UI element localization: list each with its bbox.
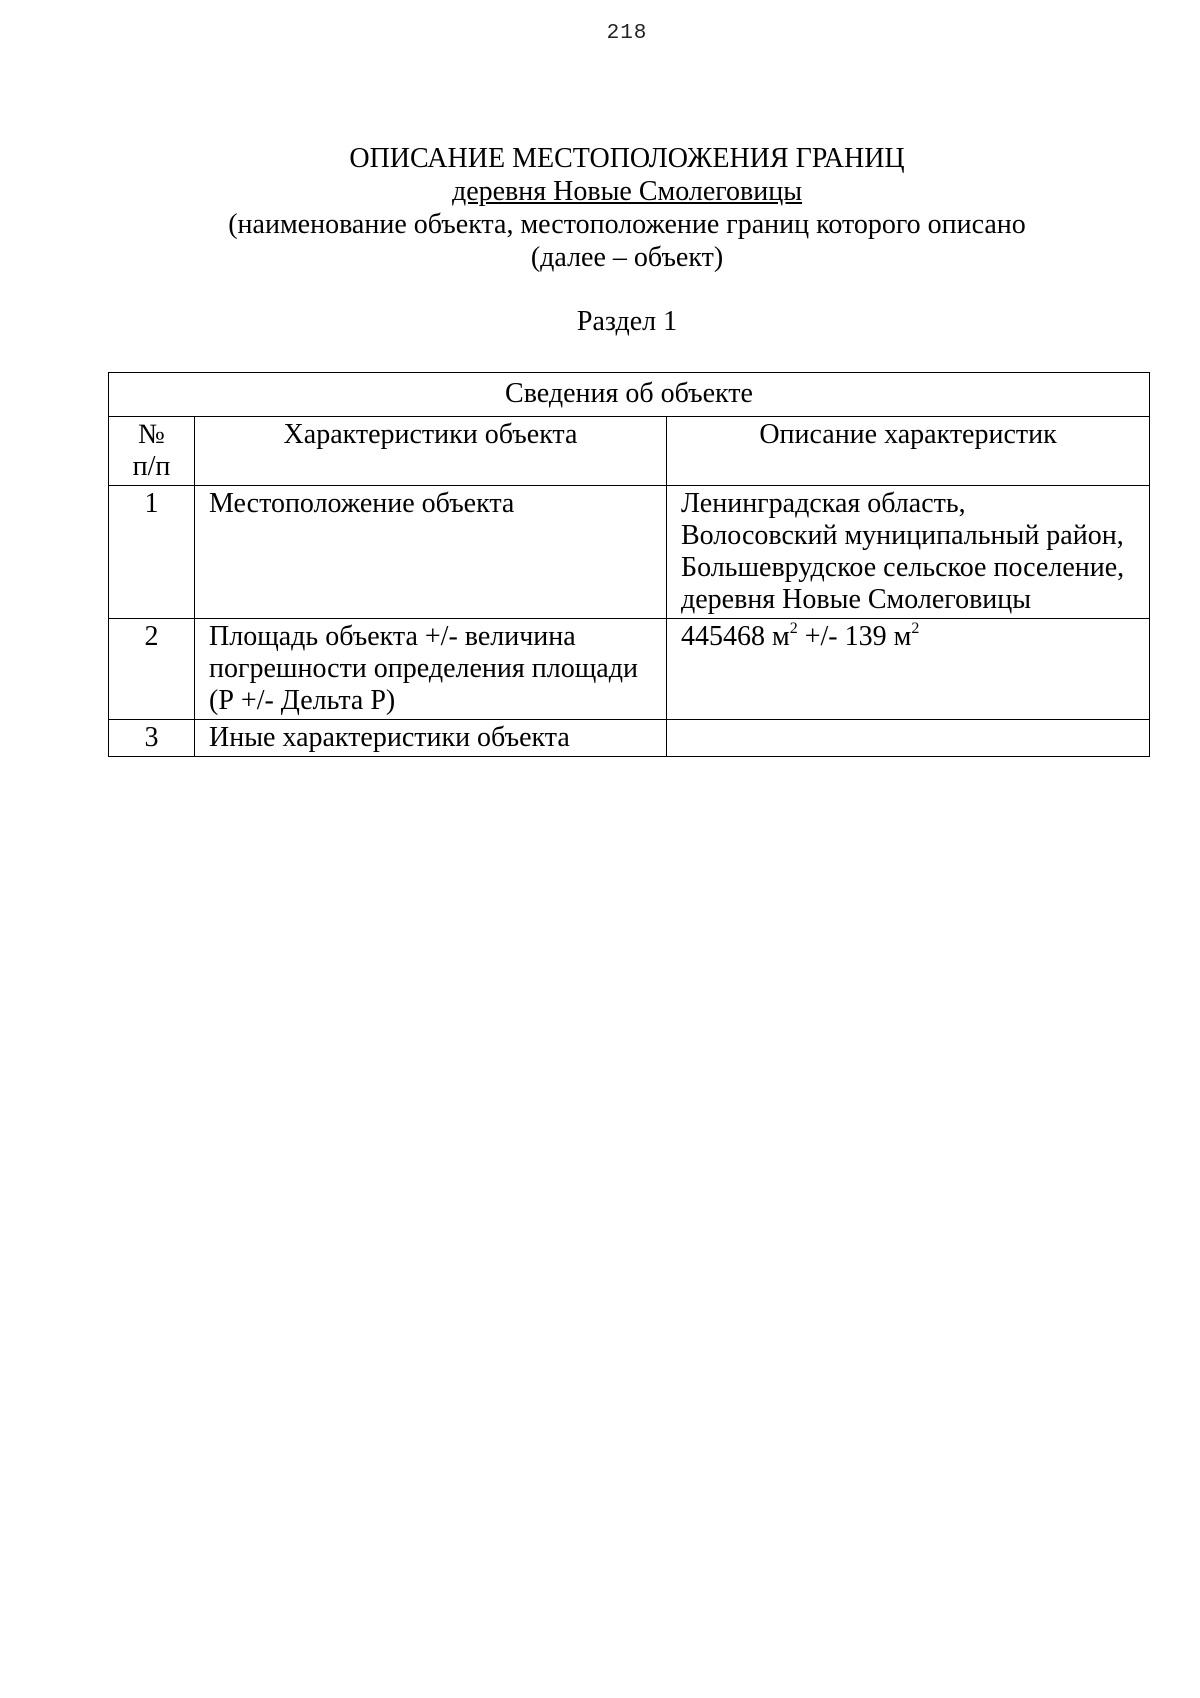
table-caption: Сведения об объекте	[109, 373, 1150, 417]
characteristic-line: погрешности определения площади	[209, 653, 638, 684]
page-number: 218	[606, 22, 648, 45]
area-exponent: 2	[789, 620, 798, 637]
row-characteristic: Иные характеристики объекта	[195, 720, 667, 757]
header-num	[109, 417, 195, 486]
header-num-line2: п/п	[132, 451, 171, 482]
row-num: 1	[109, 486, 195, 619]
section-title: Раздел 1	[576, 306, 678, 337]
area-value: 445468 м	[681, 621, 790, 652]
object-name: деревня Новые Смолеговицы	[451, 176, 803, 207]
header-description: Описание характеристик	[667, 417, 1150, 486]
row-characteristic	[195, 619, 667, 720]
characteristic-line: (Р +/- Дельта Р)	[209, 685, 396, 716]
characteristic-line: Площадь объекта +/- величина	[209, 621, 576, 652]
area-tolerance: +/- 139 м	[797, 621, 912, 652]
row-num: 2	[109, 619, 195, 720]
table-row	[109, 486, 1150, 619]
document-subtitle-line1: (наименование объекта, местоположение границ которого описано	[228, 209, 1026, 240]
header-num-line1: №	[138, 419, 165, 450]
object-info-table	[108, 372, 1150, 757]
table-caption-row	[109, 373, 1150, 417]
description-line: Волосовский муниципальный район,	[681, 520, 1124, 551]
row-num: 3	[109, 720, 195, 757]
description-line: Большеврудское сельское поселение,	[681, 552, 1125, 583]
table-header-row	[109, 417, 1150, 486]
document-subtitle-line2: (далее – объект)	[530, 242, 724, 273]
header-characteristic: Характеристики объекта	[195, 417, 667, 486]
description-line: деревня Новые Смолеговицы	[681, 584, 1032, 615]
document-title: ОПИСАНИЕ МЕСТОПОЛОЖЕНИЯ ГРАНИЦ	[349, 143, 905, 174]
area-tolerance-exponent: 2	[911, 620, 920, 637]
row-description	[667, 486, 1150, 619]
table-row	[109, 619, 1150, 720]
table-row	[109, 720, 1150, 757]
row-description	[667, 720, 1150, 757]
row-characteristic: Местоположение объекта	[195, 486, 667, 619]
document-header	[0, 142, 1200, 274]
description-line: Ленинградская область,	[681, 488, 966, 519]
row-description	[667, 619, 1150, 720]
